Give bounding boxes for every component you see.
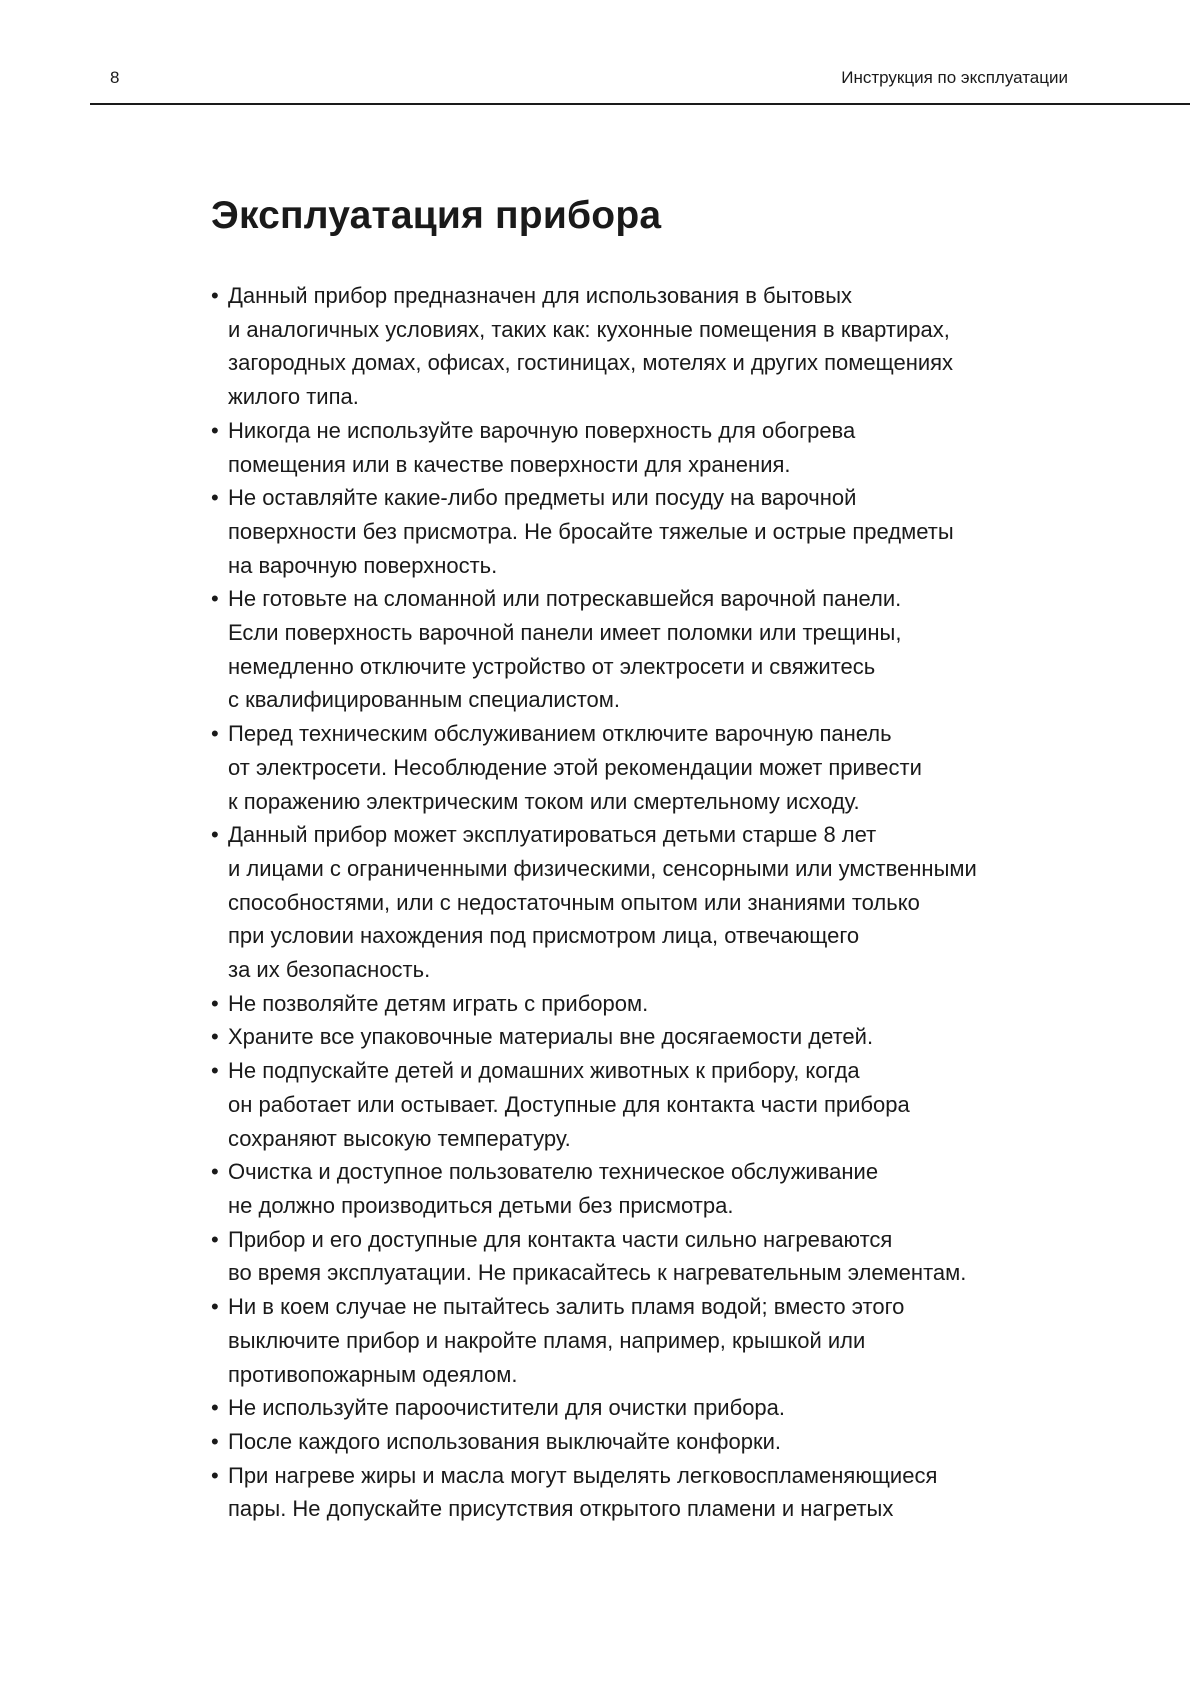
- bullet-icon: •: [211, 990, 219, 1016]
- bullet-icon: •: [211, 1226, 219, 1252]
- list-item-line: Не оставляйте какие-либо предметы или посуду на варочной: [228, 485, 857, 511]
- list-item-line: на варочную поверхность.: [228, 552, 498, 578]
- list-item-line: При нагреве жиры и масла могут выделять легковоспламеняющиеся: [228, 1462, 938, 1488]
- bullet-icon: •: [211, 822, 219, 848]
- list-item-line: с квалифицированным специалистом.: [228, 687, 621, 713]
- list-item: [211, 818, 1091, 987]
- list-item-line: Храните все упаковочные материалы вне досягаемости детей.: [228, 1024, 874, 1050]
- list-item-line: немедленно отключите устройство от электросети и свяжитесь: [228, 653, 876, 679]
- list-item: [211, 1459, 1091, 1526]
- section-title: Эксплуатация прибора: [211, 194, 662, 237]
- list-item: [211, 987, 1091, 1021]
- bullet-icon: •: [211, 1462, 219, 1488]
- bullet-icon: •: [211, 283, 219, 308]
- list-item-line: загородных домах, офисах, гостиницах, мотелях и других помещениях: [228, 350, 954, 376]
- list-item-line: Ни в коем случае не пытайтесь залить пламя водой; вместо этого: [228, 1294, 905, 1320]
- list-item: [211, 717, 1091, 818]
- list-item: [211, 1155, 1091, 1222]
- list-item-line: Данный прибор может эксплуатироваться детьми старше 8 лет: [228, 822, 877, 848]
- bullet-icon: •: [211, 485, 219, 511]
- bullet-icon: •: [211, 1159, 219, 1185]
- list-item: [211, 1290, 1091, 1391]
- list-item-line: Очистка и доступное пользователю техническое обслуживание: [228, 1159, 879, 1185]
- list-item-line: помещения или в качестве поверхности для хранения.: [228, 451, 791, 477]
- safety-rules-list: [211, 279, 1091, 1526]
- list-item-line: Не используйте пароочистители для очистки прибора.: [228, 1395, 786, 1421]
- list-item-line: от электросети. Несоблюдение этой рекомендации может привести: [228, 754, 922, 780]
- bullet-icon: •: [211, 1395, 219, 1421]
- bullet-icon: •: [211, 586, 219, 612]
- list-item-line: при условии нахождения под присмотром лица, отвечающего: [228, 923, 860, 949]
- list-item: [211, 481, 1091, 582]
- running-header-title: Инструкция по эксплуатации: [841, 68, 1068, 87]
- bullet-icon: •: [211, 1058, 219, 1084]
- list-item-line: и лицами с ограниченными физическими, сенсорными или умственными: [228, 855, 977, 881]
- list-item-line: пары. Не допускайте присутствия открытого пламени и нагретых: [228, 1496, 894, 1522]
- list-item-line: Не подпускайте детей и домашних животных к прибору, когда: [228, 1058, 860, 1084]
- list-item: [211, 414, 1091, 481]
- list-item-line: Если поверхность варочной панели имеет поломки или трещины,: [228, 620, 902, 646]
- list-item-line: способностями, или с недостаточным опытом или знаниями только: [228, 889, 920, 915]
- list-item-line: за их безопасность.: [228, 957, 431, 983]
- list-item: [211, 1223, 1091, 1290]
- list-item-line: не должно производиться детьми без присмотра.: [228, 1192, 734, 1218]
- bullet-icon: •: [211, 417, 219, 443]
- list-item: [211, 1054, 1091, 1155]
- list-item-line: сохраняют высокую температуру.: [228, 1125, 571, 1151]
- list-item: [211, 1020, 1091, 1054]
- list-item-line: он работает или остывает. Доступные для контакта части прибора: [228, 1091, 910, 1117]
- list-item: [211, 279, 1091, 414]
- list-item: [211, 1391, 1091, 1425]
- list-item-line: во время эксплуатации. Не прикасайтесь к нагревательным элементам.: [228, 1260, 967, 1286]
- list-item: [211, 1425, 1091, 1459]
- list-item-line: и аналогичных условиях, таких как: кухонные помещения в квартирах,: [228, 316, 950, 342]
- list-item-line: Перед техническим обслуживанием отключите варочную панель: [228, 721, 892, 747]
- header-divider: [90, 103, 1190, 105]
- list-item-line: поверхности без присмотра. Не бросайте тяжелые и острые предметы: [228, 518, 954, 544]
- bullet-icon: •: [211, 1294, 219, 1320]
- list-item: [211, 582, 1091, 717]
- bullet-icon: •: [211, 1024, 219, 1050]
- list-item-line: противопожарным одеялом.: [228, 1361, 518, 1387]
- page-number: 8: [110, 68, 120, 87]
- bullet-icon: •: [211, 721, 219, 747]
- list-item-line: жилого типа.: [228, 384, 359, 410]
- list-item-line: После каждого использования выключайте конфорки.: [228, 1428, 781, 1454]
- list-item-line: к поражению электрическим током или смертельному исходу.: [228, 788, 860, 814]
- list-item-line: Не готовьте на сломанной или потрескавшейся варочной панели.: [228, 586, 902, 612]
- list-item-line: Данный прибор предназначен для использования в бытовых: [228, 283, 853, 308]
- list-item-line: Никогда не используйте варочную поверхность для обогрева: [228, 417, 856, 443]
- list-item-line: выключите прибор и накройте пламя, например, крышкой или: [228, 1327, 866, 1353]
- list-item-line: Не позволяйте детям играть с прибором.: [228, 990, 649, 1016]
- list-item-line: Прибор и его доступные для контакта части сильно нагреваются: [228, 1226, 893, 1252]
- bullet-icon: •: [211, 1428, 219, 1454]
